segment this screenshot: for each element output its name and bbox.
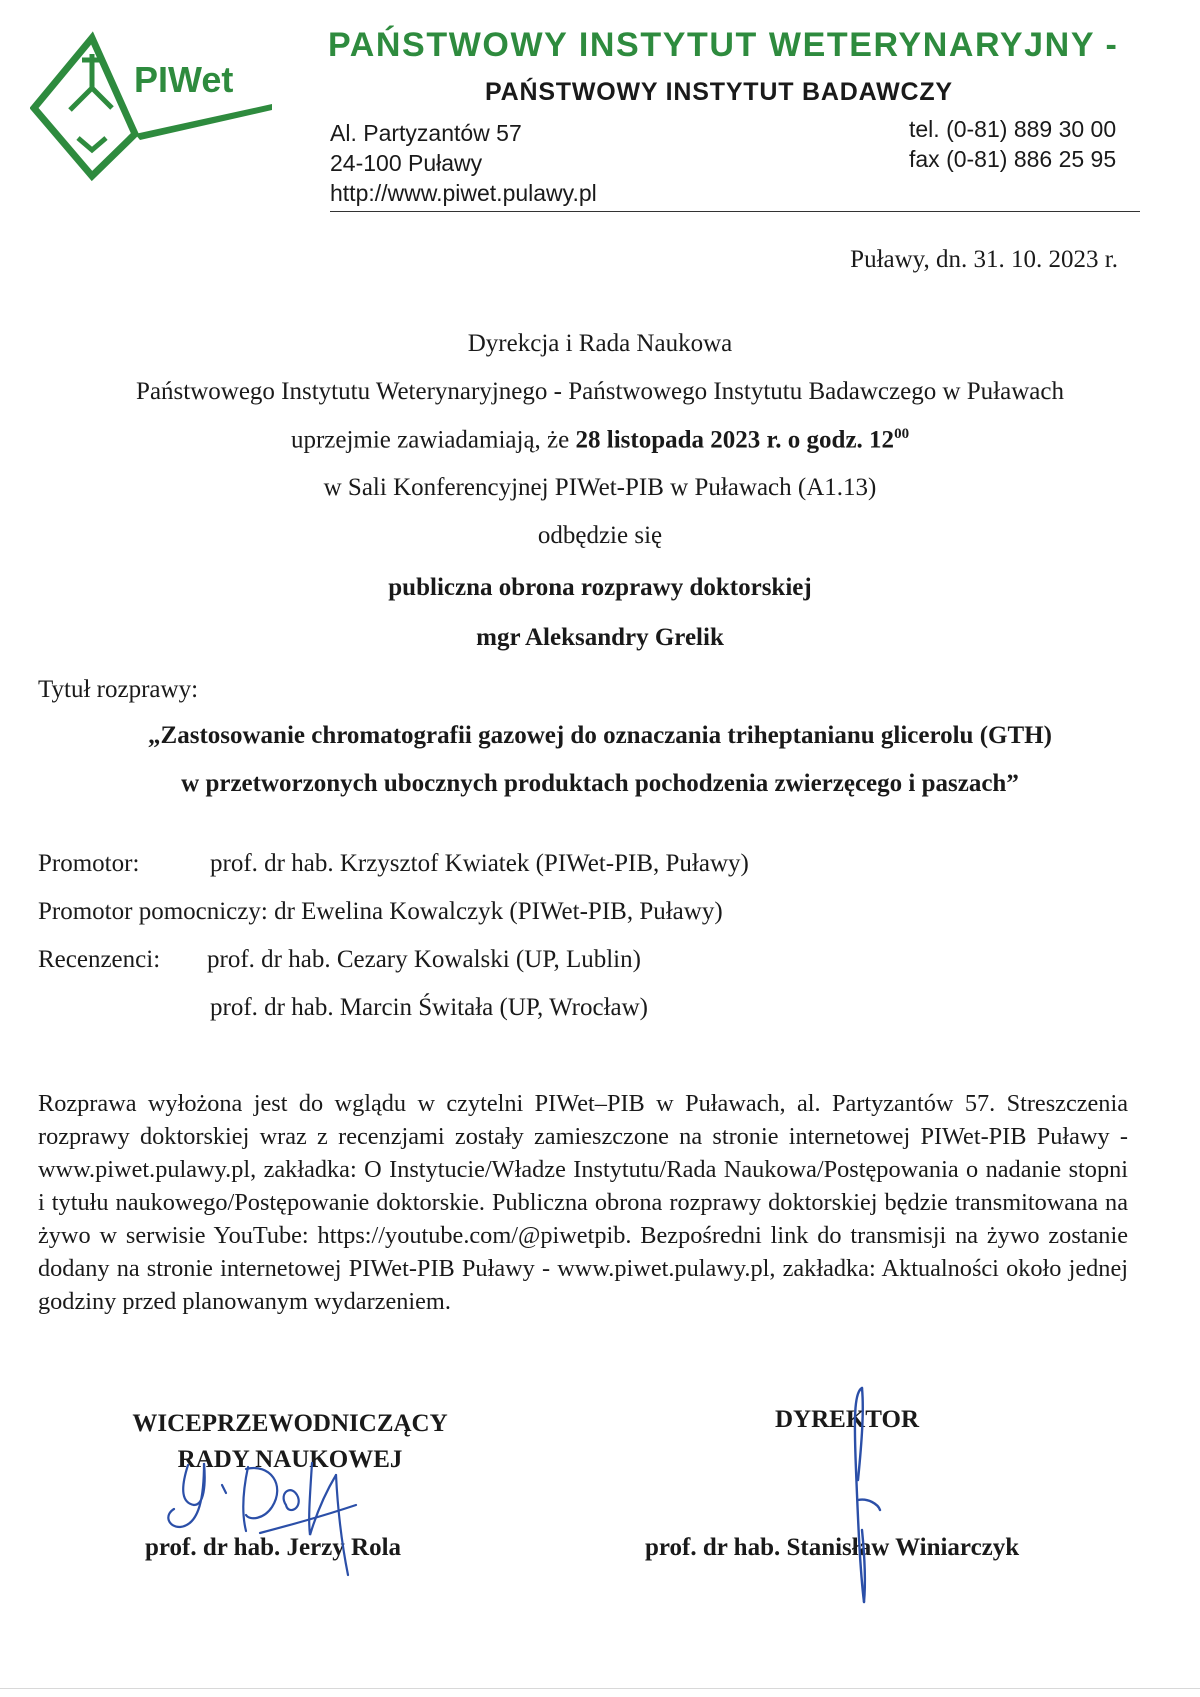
thesis-title-line-1: „Zastosowanie chromatografii gazowej do oznaczania triheptanianu glicerolu (GTH) [148, 722, 1052, 749]
document-date: Puławy, dn. 31. 10. 2023 r. [850, 246, 1118, 273]
logo-text: PIWet [134, 59, 234, 100]
thesis-title-label: Tytuł rozprawy: [38, 676, 199, 703]
announcement-line-3 [0, 426, 1200, 454]
institute-address [330, 118, 597, 208]
fax-number: fax (0-81) 886 25 95 [909, 146, 1117, 172]
logo-inner-arrow [70, 88, 112, 110]
announcement-line-5: odbędzie się [537, 522, 663, 549]
reviewer-2: prof. dr hab. Marcin Świtała (UP, Wrocław) [210, 994, 649, 1021]
phone-number: tel. (0-81) 889 30 00 [909, 116, 1117, 142]
logo-inner-caduceus [82, 54, 102, 88]
director-signature [820, 1380, 900, 1610]
vice-chair-role-line-1: WICEPRZEWODNICZĄCY [132, 1410, 448, 1437]
announcement-line-2: Państwowego Instytutu Weterynaryjnego - Państwowego Instytutu Badawczego w Puławach [136, 378, 1064, 405]
vice-chair-name: prof. dr hab. Jerzy Rola [145, 1534, 402, 1561]
assistant-promotor: Promotor pomocniczy: dr Ewelina Kowalczyk (PIWet-PIB, Puławy) [38, 898, 723, 925]
address-street: Al. Partyzantów 57 [330, 120, 522, 146]
letterhead-divider [330, 211, 1140, 212]
director-role: DYREKTOR [775, 1406, 920, 1433]
thesis-title-line-2: w przetworzonych ubocznych produktach pochodzenia zwierzęcego i paszach” [181, 770, 1019, 797]
reviewers-label: Recenzenci: [38, 946, 161, 973]
announcement-line-4: w Sali Konferencyjnej PIWet-PIB w Puławach (A1.13) [323, 474, 877, 501]
reviewer-1: prof. dr hab. Cezary Kowalski (UP, Lublin) [207, 946, 641, 973]
info-paragraph: Rozprawa wyłożona jest do wglądu w czytelni PIWet–PIB w Puławach, al. Partyzantów 57. Streszczenia rozprawy doktorskiej wraz z recenzjami zostały zamieszczone na stronie internetowej PIWet-PIB Puławy - www.piwet.pulawy.pl, zakładka: O Instytucie/Władze Instytutu/Rada Naukowa/Postępowania o nadanie stopni i tytułu naukowego/Postępowanie doktorskie. Publiczna obrona rozprawy doktorskiej będzie transmitowana na żywo w serwisie YouTube: https://youtube.com/@piwetpib. Bezpośredni link do transmisji na żywo zostanie dodany na stronie internetowej PIWet-PIB Puławy - www.piwet.pulawy.pl, zakładka: Aktualności około jednej godziny przed planowanym wydarzeniem. [38, 1090, 1128, 1315]
page-bottom-edge [0, 1688, 1200, 1689]
piwet-logo [30, 30, 300, 200]
address-city: 24-100 Puławy [330, 150, 483, 176]
promotor-label: Promotor: [38, 850, 140, 877]
institute-subtitle: PAŃSTWOWY INSTYTUT BADAWCZY [485, 78, 953, 106]
promotor-name: prof. dr hab. Krzysztof Kwiatek (PIWet-PIB, Puławy) [210, 850, 749, 877]
candidate-name: mgr Aleksandry Grelik [476, 624, 724, 651]
institute-phones [909, 114, 1116, 174]
vice-chair-signature [160, 1445, 400, 1585]
institute-website-link[interactable]: http://www.piwet.pulawy.pl [330, 180, 597, 206]
director-name: prof. dr hab. Stanisław Winiarczyk [645, 1534, 1020, 1561]
defense-time-minutes: 00 [894, 426, 910, 442]
institute-name: PAŃSTWOWY INSTYTUT WETERYNARYJNY - [328, 26, 1119, 64]
logo-swoosh [135, 104, 272, 140]
announcement-line-3-prefix: uprzejmie zawiadamiają, że [290, 426, 576, 454]
defense-date-time: 28 listopada 2023 r. o godz. 12 [575, 426, 895, 454]
defense-heading: publiczna obrona rozprawy doktorskiej [388, 574, 812, 601]
vice-chair-role-line-2: RADY NAUKOWEJ [177, 1446, 403, 1473]
announcement-line-1: Dyrekcja i Rada Naukowa [467, 330, 733, 357]
